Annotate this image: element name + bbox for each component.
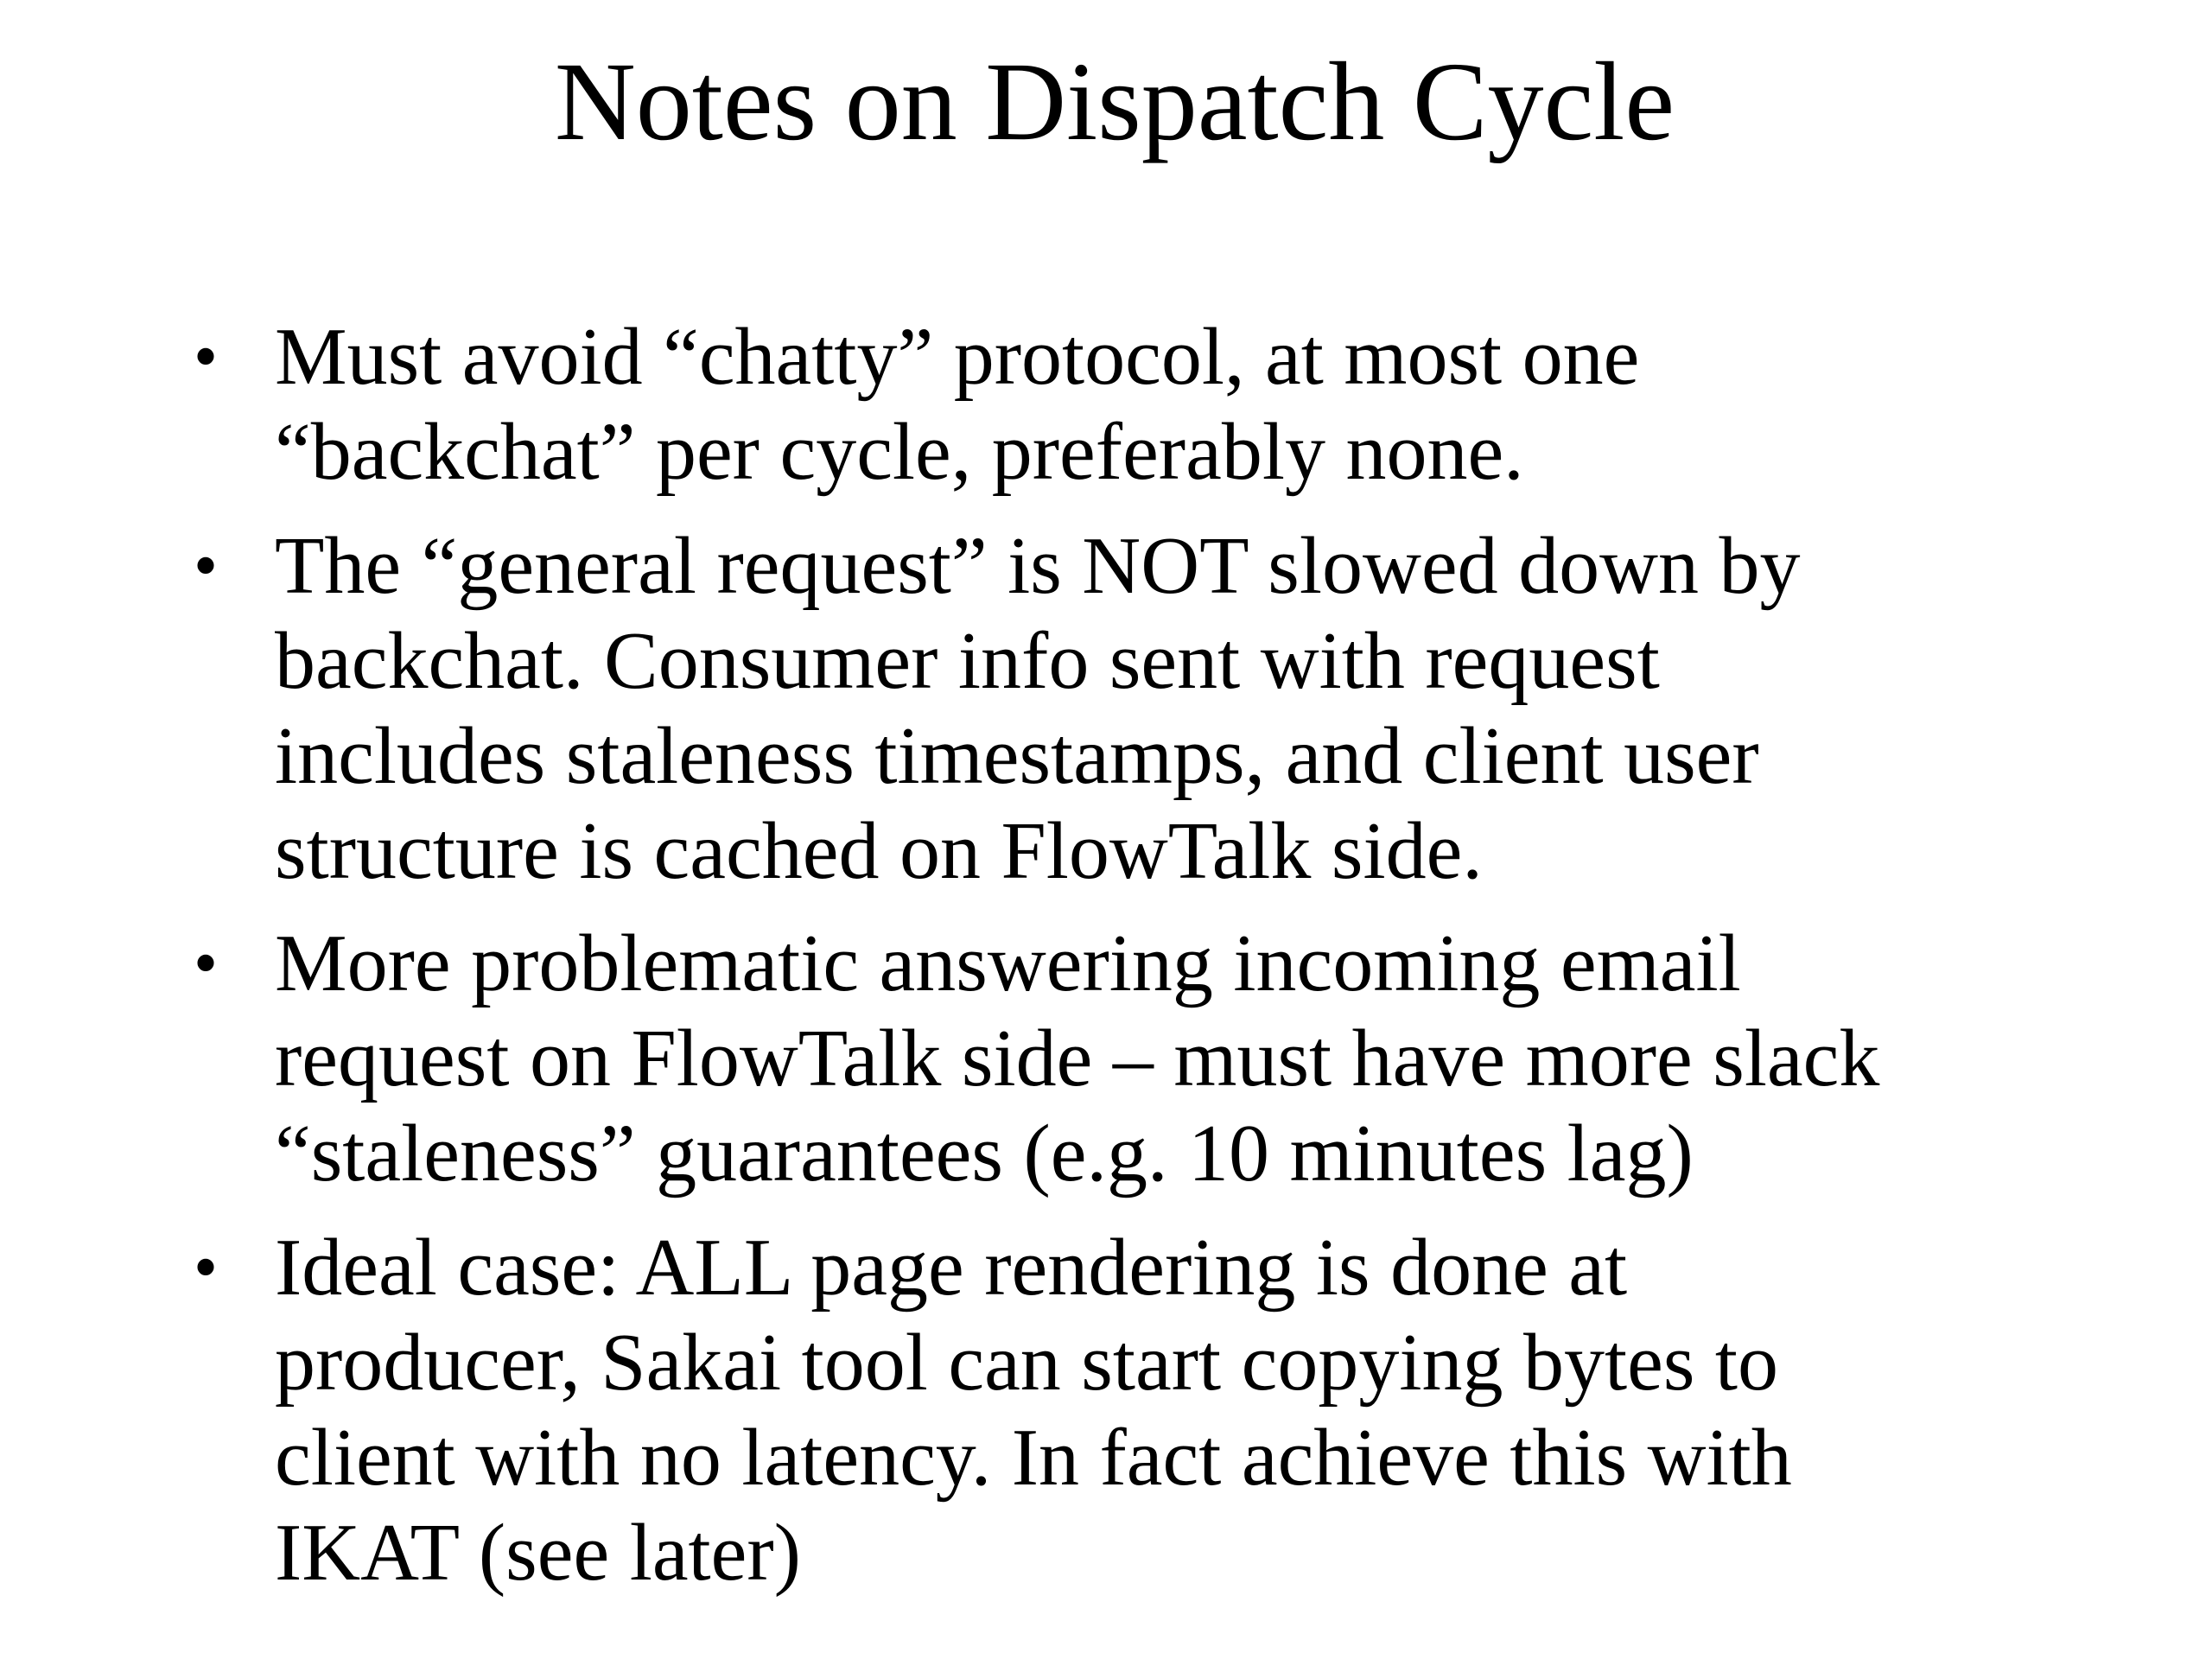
bullet-line: Must avoid “chatty” protocol, at most one (275, 312, 1640, 402)
bullet-line: “staleness” guarantees (e.g. 10 minutes lag) (275, 1109, 1694, 1198)
bullet-line: backchat. Consumer info sent with request (275, 616, 1660, 706)
bullet-list (181, 309, 2126, 1619)
bullet-line: request on FlowTalk side – must have more slack (275, 1014, 1880, 1103)
slide-title: Notes on Dispatch Cycle (554, 40, 1675, 164)
bullet-marker: • (194, 1230, 219, 1306)
bullet-line: More problematic answering incoming email (275, 918, 1741, 1008)
bullet-marker: • (194, 528, 219, 604)
bullet-marker: • (194, 925, 219, 1001)
bullet-marker: • (194, 319, 219, 395)
bullet-line: client with no latency. In fact achieve this with (275, 1413, 1792, 1503)
bullet-line: producer, Sakai tool can start copying bytes to (275, 1318, 1779, 1408)
bullet-line: IKAT (see later) (275, 1508, 801, 1598)
bullet-item-dispatch-protocol (181, 309, 2126, 499)
bullet-line: structure is cached on FlowTalk side. (275, 806, 1483, 896)
bullet-item-email-request (181, 916, 2126, 1201)
bullet-item-general-request (181, 518, 2126, 899)
bullet-line: “backchat” per cycle, preferably none. (275, 407, 1524, 497)
bullet-item-ideal-case (181, 1220, 2126, 1600)
bullet-line: includes staleness timestamps, and client user (275, 711, 1759, 801)
bullet-line: Ideal case: ALL page rendering is done at (275, 1223, 1628, 1313)
bullet-line: The “general request” is NOT slowed down by (275, 521, 1801, 611)
